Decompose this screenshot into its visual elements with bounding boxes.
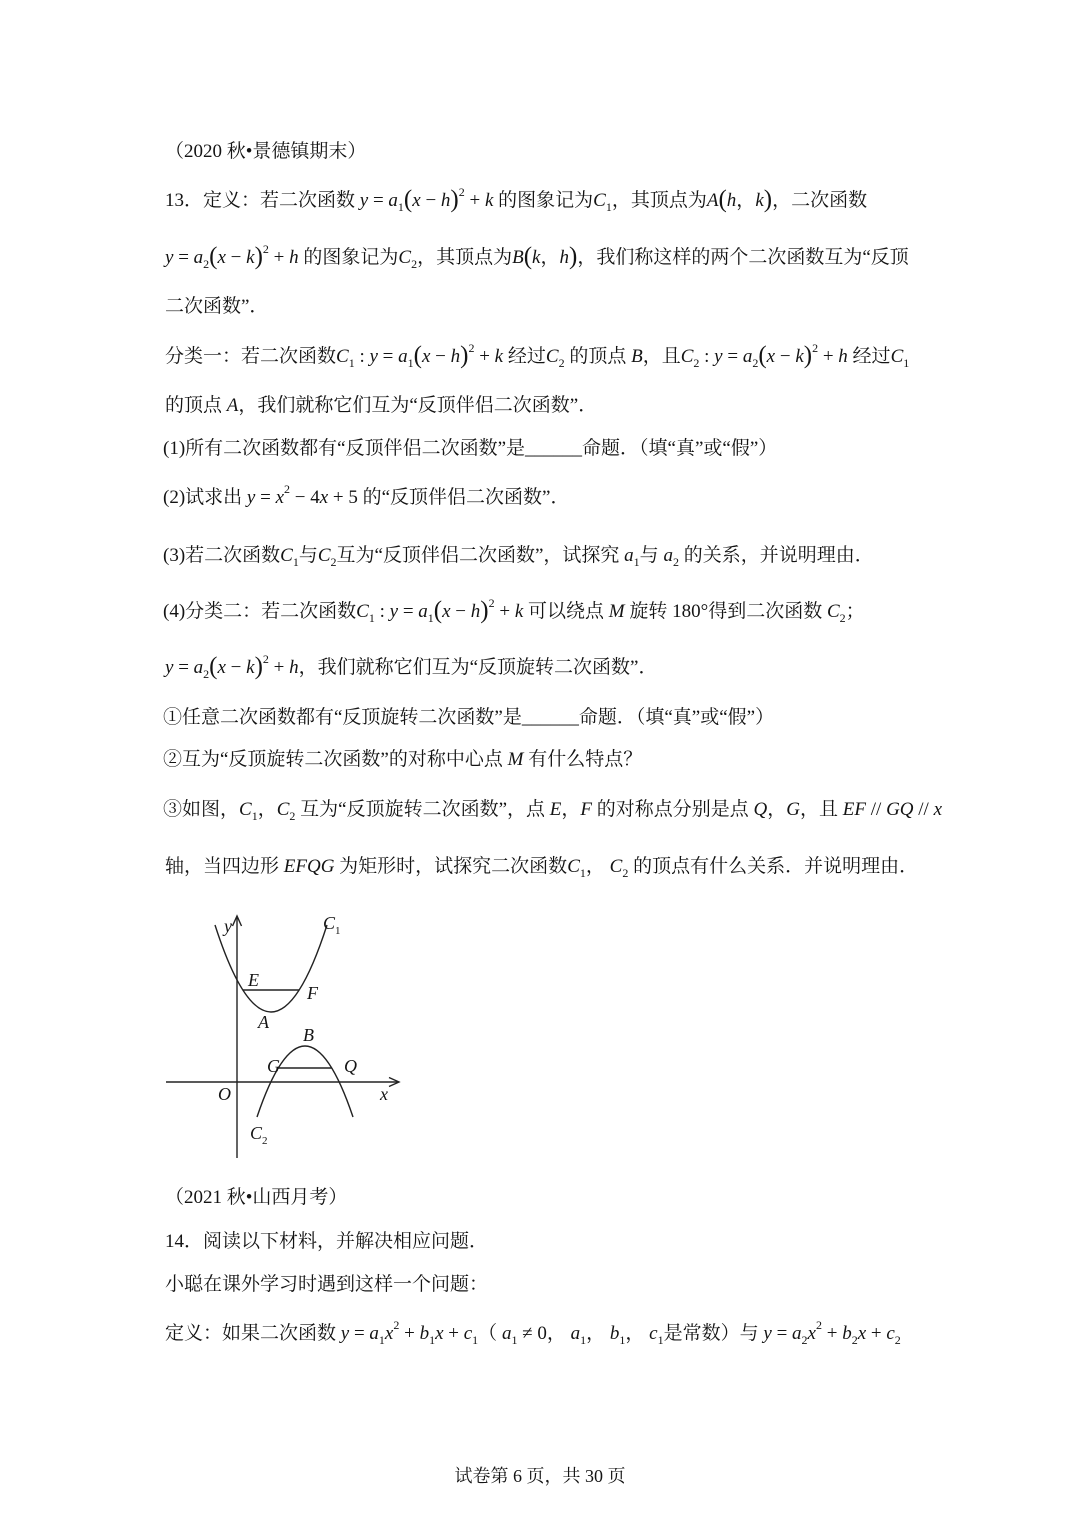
math-run: a (369, 1323, 379, 1344)
math-run: ( (403, 186, 413, 213)
math-run: C (545, 346, 559, 367)
math-run: : (354, 346, 370, 367)
math-run: ( (718, 186, 727, 213)
text-run: 二次函数”． (165, 296, 269, 317)
math-run: 2 (289, 809, 296, 823)
math-run: ) (254, 243, 263, 270)
text-run: ； (845, 601, 865, 622)
math-run: x (435, 1323, 444, 1344)
math-run: ) (480, 597, 489, 624)
text-run: (4)分类二：若二次函数 (163, 601, 357, 622)
math-run: C (280, 545, 293, 566)
math-run: b (419, 1323, 430, 1344)
text-run: 的顶点 (165, 395, 227, 416)
point-f-label: F (307, 983, 318, 1003)
math-run: + 5 (328, 487, 363, 508)
math-run: 1 (292, 555, 299, 569)
math-run: 1 (903, 356, 910, 370)
math-run: 2 (262, 242, 269, 256)
math-run: + (494, 601, 515, 622)
math-run: ) (254, 653, 263, 680)
text-run: 是常数）与 (663, 1323, 764, 1344)
math-run: C (593, 190, 606, 211)
math-run: a (742, 346, 753, 367)
q13-definition-line-1 (165, 187, 867, 215)
math-run: C (336, 346, 349, 367)
math-run: a (388, 190, 398, 211)
text-run: ， (546, 1323, 571, 1344)
math-run: + (474, 346, 495, 367)
math-run: 2 (411, 257, 418, 271)
text-run: ，二次函数 (772, 190, 868, 211)
math-run: 1 (657, 1333, 664, 1347)
math-run: c (649, 1323, 658, 1344)
math-run: ( (433, 597, 443, 624)
text-run: 互为“反顶伴侣二次函数”，试探究 (336, 545, 625, 566)
text-run: 小聪在课外学习时遇到这样一个问题： (165, 1274, 489, 1295)
math-run: ( (209, 243, 218, 270)
math-run: 2 (393, 1318, 400, 1332)
source-tag-q13 (165, 138, 366, 166)
q13-part4-sub2 (163, 746, 642, 774)
text-run: 的图象记为 (298, 247, 399, 268)
text-run: ， (585, 856, 610, 877)
math-run: 2 (458, 185, 465, 199)
math-run: h (450, 346, 461, 367)
q13-part3 (163, 542, 874, 570)
text-run: ，且 (642, 346, 681, 367)
math-run: h (838, 346, 848, 367)
q14-intro (165, 1271, 488, 1299)
math-run: + (818, 346, 839, 367)
text-run: 轴，当四边形 (165, 856, 284, 877)
math-run: h (289, 657, 299, 678)
c1-label (323, 913, 341, 937)
c2-subscript: 2 (262, 1135, 268, 1147)
math-run: k (795, 346, 804, 367)
math-run: 2 (752, 356, 759, 370)
math-run: 2 (488, 596, 495, 610)
point-b-label: B (303, 1025, 314, 1045)
math-run: k (755, 190, 764, 211)
q13-part4-sub3-line-1 (163, 796, 942, 824)
math-run: 2 (468, 341, 475, 355)
math-run: C (890, 346, 904, 367)
math-run: 1 (429, 1333, 436, 1347)
math-run: x (857, 1323, 867, 1344)
origin-label: O (218, 1084, 231, 1104)
text-run: 旋转 180°得到二次函数 (624, 601, 827, 622)
math-run: x (412, 190, 421, 211)
math-run: y (389, 601, 399, 622)
math-run: A (706, 190, 719, 211)
math-run: = (349, 1323, 370, 1344)
math-run: 1 (580, 1333, 587, 1347)
q13-definition-line-3 (165, 293, 268, 321)
q14-stem (165, 1228, 488, 1256)
math-run: C (276, 799, 290, 820)
text-run: 分类一：若二次函数 (165, 346, 337, 367)
q13-category1-line-2 (165, 392, 597, 420)
axis-x-label: x (380, 1084, 388, 1104)
math-run: a (418, 601, 428, 622)
math-run: y (359, 190, 369, 211)
math-run: b (609, 1323, 620, 1344)
math-run: C (398, 247, 412, 268)
text-run: (3)若二次函数 (163, 545, 281, 566)
math-run: = (173, 657, 194, 678)
math-run: h (726, 190, 737, 211)
math-run: = (368, 190, 389, 211)
math-run: 1 (348, 356, 355, 370)
math-run: 2 (672, 555, 679, 569)
q13-definition-line-2 (165, 244, 909, 272)
math-run: 2 (622, 866, 629, 880)
math-run: EF (842, 799, 866, 820)
math-run: 1 (579, 866, 586, 880)
text-run: 经过 (847, 346, 891, 367)
math-run: ( (758, 342, 767, 369)
math-run: a (193, 247, 204, 268)
math-run: 2 (801, 1333, 808, 1347)
math-run: C (317, 545, 331, 566)
math-run: y (165, 247, 174, 268)
math-run: y (714, 346, 723, 367)
c2-label (250, 1123, 268, 1147)
text-run: ， (736, 190, 756, 211)
math-run: + (268, 657, 290, 678)
math-run: 2 (851, 1333, 858, 1347)
text-run: 的关系，并说明理由． (678, 545, 874, 566)
text-run: ，我们称这样的两个二次函数互为“反顶 (577, 247, 909, 268)
math-run: x (421, 346, 431, 367)
math-run: c (463, 1323, 473, 1344)
math-run: 1 (619, 1333, 626, 1347)
math-run: 2 (815, 1318, 822, 1332)
math-run: ) (568, 243, 578, 270)
text-run: ，且 (800, 799, 843, 820)
math-run: k (532, 247, 541, 268)
math-run: x (442, 601, 451, 622)
math-run: C (609, 856, 623, 877)
math-run: b (842, 1323, 852, 1344)
text-run: ， (767, 799, 787, 820)
text-run: 定义：如果二次函数 (165, 1323, 341, 1344)
math-run: − (775, 346, 796, 367)
c1-subscript: 1 (335, 925, 341, 937)
text-run: ，其顶点为 (417, 247, 513, 268)
math-run: h (470, 601, 481, 622)
math-run: ) (803, 342, 813, 369)
math-run: x (384, 1323, 394, 1344)
math-run: + (464, 190, 485, 211)
math-run: 1 (472, 1333, 479, 1347)
q13-part2 (163, 484, 570, 512)
math-run: y (340, 1323, 350, 1344)
q13-part4-sub3-line-2 (165, 853, 918, 881)
math-run: − 4 (290, 487, 320, 508)
math-run: k (514, 601, 524, 622)
math-run: = (398, 601, 419, 622)
math-run: 2 (262, 652, 269, 666)
math-run: − (225, 657, 247, 678)
math-run: + (443, 1323, 464, 1344)
q14-definition-line-1 (165, 1320, 901, 1348)
math-run: ) (763, 186, 773, 213)
text-run: ，我们就称它们互为“反顶旋转二次函数”． (298, 657, 658, 678)
text-run: 的对称点分别是点 (592, 799, 754, 820)
math-run: 1 (251, 809, 258, 823)
math-run: 2 (839, 611, 846, 625)
math-run: 1 (633, 555, 640, 569)
math-run: G (786, 799, 801, 820)
math-run: k (494, 346, 504, 367)
math-run: a (624, 545, 634, 566)
math-run: a (570, 1323, 581, 1344)
text-run: 与 (639, 545, 664, 566)
math-run: C (680, 346, 694, 367)
text-run: 13．定义：若二次函数 (165, 190, 360, 211)
text-run: ③如图， (163, 799, 240, 820)
math-run: C (567, 856, 580, 877)
math-run: + (268, 247, 290, 268)
math-run: Q (753, 799, 768, 820)
math-run: 1 (368, 611, 375, 625)
math-run: − (225, 247, 247, 268)
text-run: （ (478, 1323, 502, 1344)
point-a-label: A (258, 1012, 269, 1032)
text-run: 的顶点 (564, 346, 632, 367)
math-run: 1 (407, 356, 414, 370)
math-run: k (246, 247, 255, 268)
math-run: h (440, 190, 451, 211)
math-run: C (239, 799, 252, 820)
math-run: k (246, 657, 255, 678)
q13-part4-sub1 (163, 704, 774, 732)
math-run: x (933, 799, 943, 820)
math-run: F (580, 799, 593, 820)
text-run: ②互为“反顶旋转二次函数”的对称中心点 (163, 749, 508, 770)
text-run: ， (540, 247, 560, 268)
text-run: 与 (298, 545, 318, 566)
math-run: y (369, 346, 378, 367)
math-run: a (792, 1323, 802, 1344)
math-run: + (821, 1323, 843, 1344)
text-run: 为矩形时，试探究二次函数 (334, 856, 568, 877)
text-run: ， (257, 799, 277, 820)
math-run: 2 (894, 1333, 901, 1347)
text-run: 有什么特点？ (523, 749, 643, 770)
math-run: 1 (378, 1333, 385, 1347)
c1-letter: C (323, 913, 336, 933)
text-run: 的“反顶伴侣二次函数”． (362, 487, 570, 508)
text-run: （2020 秋•景德镇期末） (165, 141, 367, 162)
math-run: = (377, 346, 399, 367)
q13-figure-graph (160, 905, 410, 1165)
point-g-label: G (267, 1056, 280, 1076)
math-run: ( (523, 243, 533, 270)
math-run: 1 (427, 611, 434, 625)
math-run: + (866, 1323, 887, 1344)
point-q-label: Q (344, 1056, 357, 1076)
math-run: x (319, 487, 329, 508)
math-run: x (275, 487, 284, 508)
math-run: k (484, 190, 494, 211)
math-run: 1 (511, 1333, 518, 1347)
math-run: 2 (203, 257, 210, 271)
point-e-label: E (248, 970, 259, 990)
text-run: 的图象记为 (493, 190, 594, 211)
math-run: h (559, 247, 569, 268)
text-run: 经过 (503, 346, 546, 367)
math-run: M (608, 601, 625, 622)
math-run: 2 (693, 356, 700, 370)
text-run: ， (625, 1323, 650, 1344)
math-run: ( (209, 653, 218, 680)
c2-letter: C (250, 1123, 263, 1143)
math-run: c (886, 1323, 895, 1344)
math-run: 2 (330, 555, 337, 569)
math-run: EFQG (283, 856, 335, 877)
text-run: （2021 秋•山西月考） (165, 1187, 348, 1208)
math-run: ≠ 0 (517, 1323, 547, 1344)
math-run: y (165, 657, 174, 678)
math-run: y (763, 1323, 772, 1344)
math-run: 1 (397, 200, 404, 214)
math-run: a (501, 1323, 512, 1344)
math-run: a (193, 657, 204, 678)
text-run: 14．阅读以下材料，并解决相应问题． (165, 1231, 489, 1252)
math-run: B (512, 247, 524, 268)
math-run: a (398, 346, 408, 367)
source-tag-q14 (165, 1184, 347, 1212)
q13-category1-line-1 (165, 343, 909, 371)
math-run: 2 (812, 341, 819, 355)
text-run: ， (586, 1323, 610, 1344)
math-run: h (289, 247, 299, 268)
page-footer: 试卷第 6 页，共 30 页 (454, 1466, 626, 1486)
math-run: + (399, 1323, 420, 1344)
text-run: 的顶点有什么关系．并说明理由． (628, 856, 919, 877)
math-run: // (866, 799, 887, 820)
math-run: ( (413, 342, 422, 369)
math-run: y (246, 487, 256, 508)
text-run: 互为“反顶旋转二次函数”，点 (295, 799, 550, 820)
math-run: = (255, 487, 276, 508)
math-run: − (430, 346, 451, 367)
math-run: M (507, 749, 524, 770)
math-run: B (631, 346, 643, 367)
math-run: x (766, 346, 776, 367)
text-run: ，其顶点为 (611, 190, 707, 211)
math-run: C (826, 601, 840, 622)
q13-part1 (163, 435, 777, 463)
math-run: E (549, 799, 562, 820)
math-run: x (807, 1323, 816, 1344)
math-run: − (420, 190, 441, 211)
math-run: 2 (284, 482, 290, 496)
math-run: A (226, 395, 239, 416)
math-run: 1 (605, 200, 612, 214)
text-run: ①任意二次函数都有“反顶旋转二次函数”是______命题．（填“真”或“假”） (163, 707, 775, 728)
math-run: // (913, 799, 934, 820)
math-run: : (699, 346, 715, 367)
text-run: ， (561, 799, 581, 820)
math-run: ) (450, 186, 459, 213)
q13-part4-line-2 (165, 654, 658, 682)
math-run: 2 (203, 667, 210, 681)
math-run: = (771, 1323, 793, 1344)
math-run: = (722, 346, 743, 367)
q13-part4-line-1 (163, 598, 865, 626)
math-run: GQ (886, 799, 914, 820)
axis-y-label: y (224, 916, 232, 936)
math-run: ) (460, 342, 469, 369)
text-run: (2)试求出 (163, 487, 247, 508)
math-run: C (356, 601, 369, 622)
text-run: 可以绕点 (523, 601, 609, 622)
math-run: x (217, 247, 226, 268)
math-run: : (374, 601, 390, 622)
math-run: = (173, 247, 194, 268)
math-run: a (663, 545, 673, 566)
text-run: ，我们就称它们互为“反顶伴侣二次函数”． (238, 395, 598, 416)
math-run: 2 (558, 356, 565, 370)
math-run: x (217, 657, 226, 678)
text-run: (1)所有二次函数都有“反顶伴侣二次函数”是______命题．（填“真”或“假”） (163, 438, 778, 459)
math-run: − (450, 601, 471, 622)
